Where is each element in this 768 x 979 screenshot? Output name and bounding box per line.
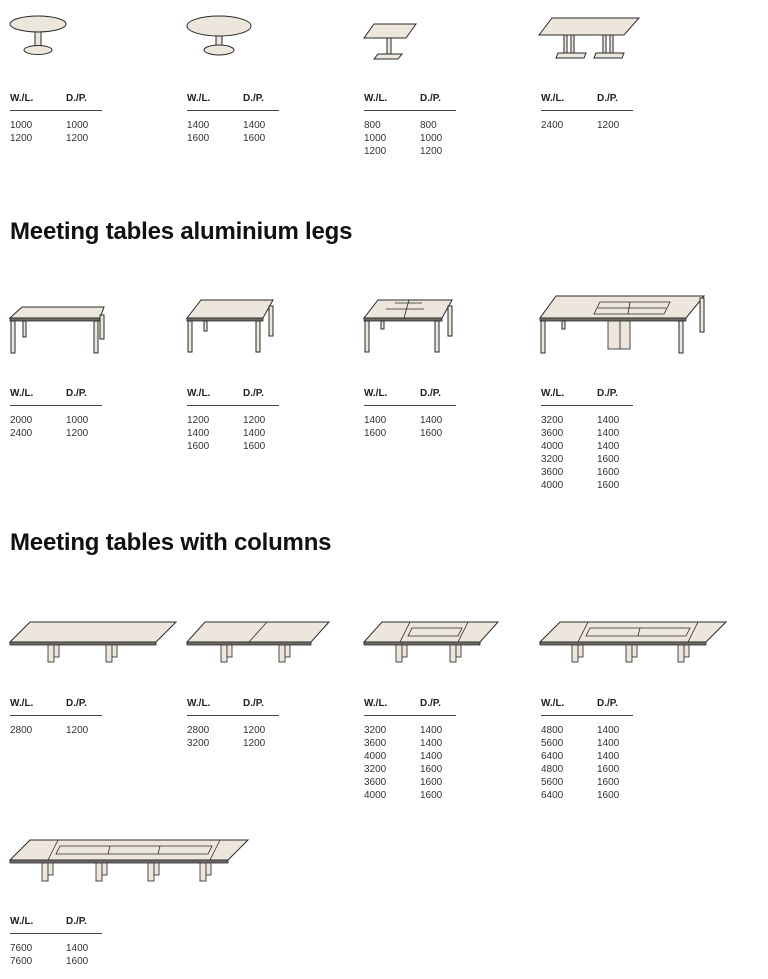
spec-row [10,119,102,132]
depth-value: 1000 [66,415,89,426]
spec-rows [187,724,279,750]
depth-value: 1200 [597,120,620,131]
alu-large-table-illustration [538,292,708,356]
width-value: 5600 [541,777,564,788]
spec-divider [364,715,456,716]
spec-header [187,93,279,109]
spec-row [364,763,456,776]
spec-row [364,724,456,737]
spec-divider [541,405,633,406]
spec-header [10,93,102,109]
depth-value: 1400 [66,943,89,954]
spec-rows [541,119,633,132]
depth-value: 1200 [243,725,266,736]
spec-round-1000 [10,93,102,144]
spec-col-7600 [10,916,102,967]
depth-value: 1400 [597,738,620,749]
depth-value: 1400 [243,120,266,131]
spec-col-3200 [364,698,456,801]
spec-header [364,698,456,714]
spec-round-1400 [187,93,279,144]
spec-row [187,132,279,145]
spec-divider [10,110,102,111]
depth-value: 1400 [420,725,443,736]
spec-col-2800-split [187,698,279,749]
spec-row [187,440,279,453]
width-value: 800 [364,120,381,131]
depth-value: 1600 [420,428,443,439]
spec-row [541,789,633,802]
spec-divider [187,715,279,716]
depth-value: 1400 [597,725,620,736]
spec-alu-square-split [364,388,456,439]
spec-divider [10,405,102,406]
spec-row [541,427,633,440]
spec-row [187,737,279,750]
spec-row [541,440,633,453]
section-heading-columns: Meeting tables with columns [10,529,332,556]
width-value: 4800 [541,725,564,736]
depth-label: D./P. [243,698,264,709]
round-table-large-illustration [185,12,255,60]
spec-rows [10,119,102,145]
spec-row [10,132,102,145]
spec-row [541,414,633,427]
width-value: 1600 [187,441,210,452]
depth-value: 1600 [420,764,443,775]
spec-row [364,750,456,763]
depth-value: 1600 [243,133,266,144]
spec-rows [10,414,102,440]
width-value: 3600 [364,777,387,788]
spec-divider [187,110,279,111]
depth-label: D./P. [420,93,441,104]
depth-value: 1400 [597,441,620,452]
spec-row [10,942,102,955]
spec-row [187,119,279,132]
spec-rows [364,724,456,802]
width-value: 4000 [364,751,387,762]
width-value: 1200 [364,146,387,157]
spec-row [541,479,633,492]
depth-value: 1600 [420,790,443,801]
spec-header [541,93,633,109]
width-value: 2400 [541,120,564,131]
width-value: 6400 [541,790,564,801]
spec-row [10,414,102,427]
width-label: W./L. [364,388,388,399]
section-heading-aluminium-legs: Meeting tables aluminium legs [10,218,353,245]
depth-value: 1600 [597,467,620,478]
width-value: 4800 [541,764,564,775]
width-value: 3600 [541,467,564,478]
spec-row [541,119,633,132]
spec-divider [10,933,102,934]
width-label: W./L. [10,388,34,399]
spec-rows [541,414,633,492]
spec-alu-rect [10,388,102,439]
spec-row [364,427,456,440]
spec-rows [364,414,456,440]
width-label: W./L. [10,698,34,709]
depth-value: 1600 [597,480,620,491]
square-pedestal-table-illustration [362,22,418,62]
width-label: W./L. [187,388,211,399]
width-value: 3200 [541,454,564,465]
spec-header [541,698,633,714]
spec-row [10,427,102,440]
spec-row [541,750,633,763]
width-value: 1600 [187,133,210,144]
width-value: 3200 [541,415,564,426]
spec-header [187,388,279,404]
width-value: 1600 [364,428,387,439]
spec-row [541,737,633,750]
spec-square-pedestal [364,93,456,157]
depth-label: D./P. [597,93,618,104]
spec-header [364,93,456,109]
depth-label: D./P. [420,698,441,709]
width-value: 4000 [364,790,387,801]
depth-value: 1600 [597,454,620,465]
depth-value: 1600 [66,956,89,967]
alu-square-split-table-illustration [362,298,456,356]
spec-row [541,763,633,776]
alu-square-table-illustration [185,298,277,356]
width-value: 1000 [364,133,387,144]
spec-rows [364,119,456,158]
spec-header [10,388,102,404]
spec-divider [187,405,279,406]
column-table-4800-illustration [538,618,728,666]
width-value: 3200 [364,725,387,736]
width-value: 1200 [187,415,210,426]
spec-row [364,132,456,145]
depth-label: D./P. [420,388,441,399]
width-label: W./L. [187,93,211,104]
width-value: 2400 [10,428,33,439]
spec-divider [364,405,456,406]
depth-value: 1000 [420,133,443,144]
depth-value: 1200 [66,133,89,144]
spec-header [364,388,456,404]
width-value: 2000 [10,415,33,426]
width-value: 4000 [541,441,564,452]
depth-label: D./P. [243,93,264,104]
spec-row [541,453,633,466]
spec-row [541,776,633,789]
spec-rows [10,942,102,968]
spec-rows [187,119,279,145]
depth-value: 1400 [420,415,443,426]
depth-value: 1400 [420,738,443,749]
spec-row [541,466,633,479]
depth-value: 1200 [66,428,89,439]
width-value: 4000 [541,480,564,491]
width-value: 7600 [10,956,33,967]
column-table-2800-split-illustration [185,618,331,666]
spec-row [10,955,102,968]
spec-row [364,119,456,132]
spec-rows [10,724,102,737]
spec-row [187,427,279,440]
depth-value: 1200 [420,146,443,157]
width-label: W./L. [10,93,34,104]
width-value: 2800 [187,725,210,736]
depth-value: 1400 [420,751,443,762]
depth-value: 1400 [597,751,620,762]
width-value: 1400 [187,120,210,131]
depth-value: 800 [420,120,437,131]
width-value: 1400 [364,415,387,426]
depth-value: 1600 [597,790,620,801]
spec-col-4800 [541,698,633,801]
spec-header [10,916,102,932]
depth-label: D./P. [597,698,618,709]
spec-alu-large [541,388,633,491]
depth-value: 1200 [243,738,266,749]
width-value: 1400 [187,428,210,439]
round-table-small-illustration [8,12,70,60]
width-label: W./L. [541,698,565,709]
depth-value: 1400 [597,428,620,439]
width-value: 7600 [10,943,33,954]
double-pedestal-table-illustration [538,15,642,61]
width-label: W./L. [364,698,388,709]
depth-value: 1400 [243,428,266,439]
column-table-7600-illustration [8,836,252,886]
spec-divider [541,110,633,111]
spec-row [364,737,456,750]
width-value: 6400 [541,751,564,762]
spec-col-2800 [10,698,102,736]
width-value: 3200 [364,764,387,775]
depth-value: 1200 [243,415,266,426]
spec-header [541,388,633,404]
depth-value: 1600 [597,764,620,775]
width-value: 3200 [187,738,210,749]
depth-label: D./P. [597,388,618,399]
depth-label: D./P. [243,388,264,399]
depth-value: 1000 [66,120,89,131]
spec-header [10,698,102,714]
spec-row [364,776,456,789]
spec-row [10,724,102,737]
depth-label: D./P. [66,388,87,399]
spec-row [187,724,279,737]
depth-value: 1400 [597,415,620,426]
column-table-3200-illustration [362,618,500,666]
spec-row [364,145,456,158]
width-value: 2800 [10,725,33,736]
alu-rect-table-illustration [8,305,108,357]
spec-row [541,724,633,737]
depth-label: D./P. [66,698,87,709]
width-label: W./L. [187,698,211,709]
depth-value: 1600 [597,777,620,788]
width-value: 5600 [541,738,564,749]
depth-value: 1600 [243,441,266,452]
width-value: 3600 [364,738,387,749]
spec-divider [364,110,456,111]
depth-value: 1200 [66,725,89,736]
spec-rows [187,414,279,453]
spec-double-pedestal [541,93,633,131]
width-label: W./L. [541,93,565,104]
spec-alu-square [187,388,279,452]
depth-label: D./P. [66,916,87,927]
spec-rows [541,724,633,802]
width-label: W./L. [364,93,388,104]
depth-label: D./P. [66,93,87,104]
width-value: 1200 [10,133,33,144]
width-label: W./L. [541,388,565,399]
width-value: 3600 [541,428,564,439]
spec-row [187,414,279,427]
spec-row [364,414,456,427]
spec-row [364,789,456,802]
width-value: 1000 [10,120,33,131]
spec-header [187,698,279,714]
spec-divider [541,715,633,716]
column-table-2800-illustration [8,618,178,666]
depth-value: 1600 [420,777,443,788]
spec-divider [10,715,102,716]
width-label: W./L. [10,916,34,927]
